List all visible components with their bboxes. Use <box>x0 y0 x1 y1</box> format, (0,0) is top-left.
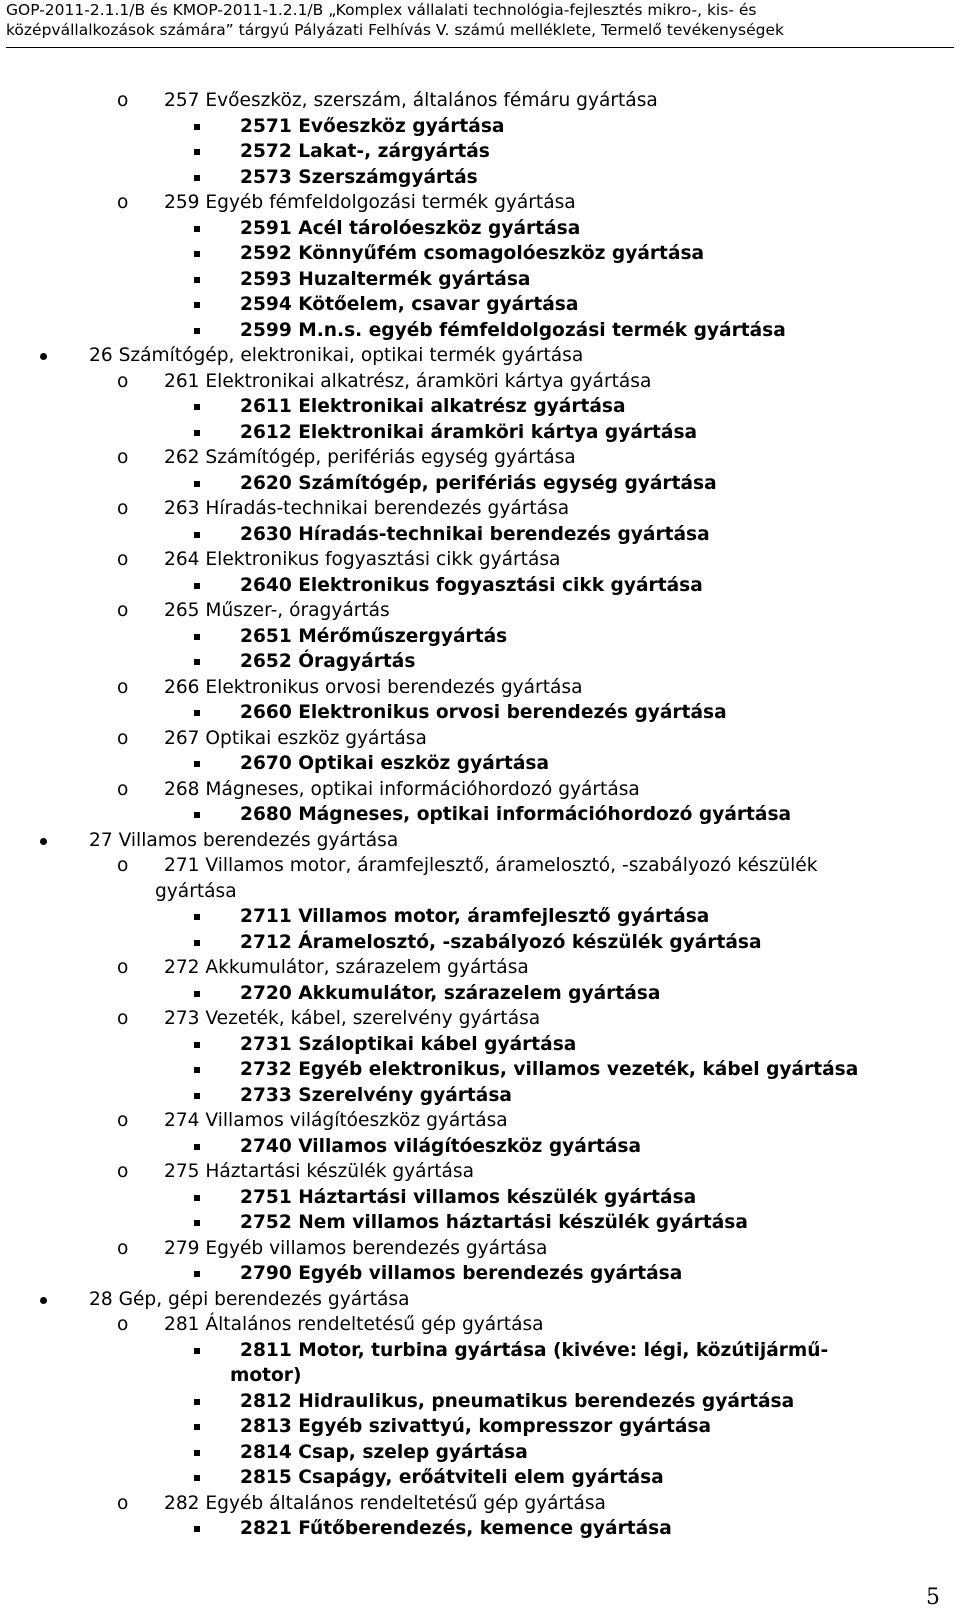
list-item-text: 282 Egyéb általános rendeltetésű gép gyártása <box>164 1492 606 1514</box>
circle-bullet-icon: o <box>117 498 129 519</box>
list-item <box>0 649 960 675</box>
list-item <box>0 1159 960 1185</box>
list-item-text: 273 Vezeték, kábel, szerelvény gyártása <box>164 1008 541 1029</box>
square-bullet-icon <box>194 328 200 334</box>
list-item-text: 266 Elektronikus orvosi berendezés gyártása <box>164 676 583 698</box>
list-item <box>0 700 960 726</box>
circle-bullet-icon: o <box>117 1314 129 1335</box>
list-item-text: 2651 Mérőműszergyártás <box>240 625 508 647</box>
list-item-text: 268 Mágneses, optikai információhordozó gyártása <box>164 778 640 800</box>
list-item-text: 2815 Csapágy, erőátviteli elem gyártása <box>240 1467 664 1488</box>
list-item <box>0 445 960 471</box>
list-item <box>0 343 960 369</box>
list-item-text: 2733 Szerelvény gyártása <box>240 1084 512 1106</box>
square-bullet-icon <box>194 1348 200 1354</box>
list-item <box>0 751 960 777</box>
square-bullet-icon <box>194 226 200 232</box>
square-bullet-icon <box>194 634 200 640</box>
list-item <box>0 1006 960 1032</box>
list-item <box>0 1032 960 1058</box>
list-item-text: 259 Egyéb fémfeldolgozási termék gyártása <box>164 192 576 213</box>
list-item-text: 2740 Villamos világítóeszköz gyártása <box>240 1135 642 1157</box>
list-item <box>0 1414 960 1440</box>
list-item-text: 2571 Evőeszköz gyártása <box>240 115 505 137</box>
list-item <box>0 190 960 216</box>
list-item <box>0 1185 960 1211</box>
list-item-text: 2599 M.n.s. egyéb fémfeldolgozási termék gyártása <box>240 319 786 341</box>
list-item <box>0 241 960 267</box>
square-bullet-icon <box>194 710 200 716</box>
square-bullet-icon <box>194 914 200 920</box>
square-bullet-icon <box>194 583 200 589</box>
list-item-text: 26 Számítógép, elektronikai, optikai termék gyártása <box>89 345 584 366</box>
list-item-continuation: gyártása <box>155 880 237 902</box>
list-item <box>0 165 960 191</box>
list-item-text: 2660 Elektronikus orvosi berendezés gyártása <box>240 702 727 723</box>
square-bullet-icon <box>194 659 200 665</box>
square-bullet-icon <box>194 302 200 308</box>
activity-list <box>0 88 960 1542</box>
circle-bullet-icon: o <box>117 549 129 570</box>
circle-bullet-icon: o <box>117 727 129 749</box>
square-bullet-icon <box>194 430 200 436</box>
list-item <box>0 904 960 930</box>
square-bullet-icon <box>194 404 200 410</box>
circle-bullet-icon: o <box>117 676 129 698</box>
square-bullet-icon <box>194 124 200 130</box>
list-item-text: 274 Villamos világítóeszköz gyártása <box>164 1110 508 1131</box>
list-item <box>0 1516 960 1542</box>
list-item <box>0 1312 960 1338</box>
list-item <box>0 1083 960 1109</box>
list-item-text: 271 Villamos motor, áramfejlesztő, áramelosztó, -szabályozó készülék <box>164 855 818 876</box>
list-item-text: 262 Számítógép, perifériás egység gyártása <box>164 447 576 468</box>
list-item <box>0 726 960 752</box>
square-bullet-icon <box>194 175 200 181</box>
list-item <box>0 1236 960 1262</box>
square-bullet-icon <box>194 1195 200 1201</box>
list-item-text: 2712 Árameloszt​ó, -szabályozó készülék gyártása <box>240 931 762 953</box>
list-item <box>0 828 960 854</box>
list-item-text: 257 Evőeszköz, szerszám, általános fémáru gyártása <box>164 90 658 111</box>
page-number: 5 <box>926 1585 940 1610</box>
list-item-text: 2652 Óragyártás <box>240 651 416 672</box>
list-item <box>0 598 960 624</box>
list-item-text: 2591 Acél tárolóeszköz gyártása <box>240 217 581 239</box>
list-item <box>0 216 960 242</box>
list-item <box>0 292 960 318</box>
circle-bullet-icon: o <box>117 370 129 392</box>
list-item-text: 2811 Motor, turbina gyártása (kivéve: légi, közútijármű- <box>240 1339 829 1361</box>
square-bullet-icon <box>194 940 200 946</box>
square-bullet-icon <box>194 1067 200 1073</box>
list-item <box>0 1057 960 1083</box>
header-line-2: középvállalkozások számára” tárgyú Pályázati Felhívás V. számú melléklete, Termelő tevékenységek <box>6 21 785 39</box>
circle-bullet-icon: o <box>117 447 129 468</box>
list-item <box>0 1440 960 1466</box>
list-item-text: 2821 Fűtőberendezés, kemence gyártása <box>240 1518 672 1539</box>
list-item <box>0 88 960 114</box>
square-bullet-icon <box>194 1042 200 1048</box>
list-item-text: 272 Akkumulátor, szárazelem gyártása <box>164 957 529 978</box>
list-item <box>0 955 960 981</box>
square-bullet-icon <box>194 1144 200 1150</box>
square-bullet-icon <box>194 812 200 818</box>
list-item-text: 2731 Száloptikai kábel gyártása <box>240 1033 577 1055</box>
list-item-text: 2620 Számítógép, perifériás egység gyártása <box>240 472 717 494</box>
list-item <box>0 1210 960 1236</box>
list-item-text: 2732 Egyéb elektronikus, villamos vezeték, kábel gyártása <box>240 1059 859 1080</box>
list-item-text: 267 Optikai eszköz gyártása <box>164 727 427 749</box>
list-item <box>0 1134 960 1160</box>
circle-bullet-icon: o <box>117 957 129 978</box>
square-bullet-icon <box>194 149 200 155</box>
list-item-text: 2680 Mágneses, optikai információhordozó gyártása <box>240 804 792 825</box>
list-item-text: 281 Általános rendeltetésű gép gyártása <box>164 1314 544 1335</box>
header-line-1: GOP-2011-2.1.1/B és KMOP-2011-1.2.1/B „Komplex vállalati technológia-fejlesztés mikro-, kis- és <box>6 1 757 19</box>
circle-bullet-icon: o <box>117 1237 129 1259</box>
square-bullet-icon <box>194 481 200 487</box>
list-item <box>0 930 960 956</box>
list-item-text: 2752 Nem villamos háztartási készülék gyártása <box>240 1212 748 1233</box>
list-item-text: 2612 Elektronikai áramköri kártya gyártása <box>240 421 698 443</box>
list-item-text: 2630 Híradás-technikai berendezés gyártása <box>240 523 710 545</box>
list-item <box>0 1338 960 1389</box>
circle-bullet-icon: o <box>117 1161 129 1182</box>
circle-bullet-icon: o <box>117 1110 129 1131</box>
list-item <box>0 675 960 701</box>
circle-bullet-icon: o <box>117 855 129 876</box>
list-item-text: 2594 Kötőelem, csavar gyártása <box>240 294 579 315</box>
list-item-text: 279 Egyéb villamos berendezés gyártása <box>164 1237 548 1259</box>
list-item <box>0 802 960 828</box>
list-item <box>0 573 960 599</box>
list-item <box>0 1389 960 1415</box>
square-bullet-icon <box>194 1450 200 1456</box>
list-item-text: 2592 Könnyűfém csomagolóeszköz gyártása <box>240 243 705 264</box>
square-bullet-icon <box>194 1093 200 1099</box>
list-item-text: 2572 Lakat-, zárgyártás <box>240 141 490 162</box>
list-item-text: 28 Gép, gépi berendezés gyártása <box>89 1288 410 1310</box>
list-item-text: 261 Elektronikai alkatrész, áramköri kártya gyártása <box>164 370 652 392</box>
bullet-icon <box>40 1297 47 1304</box>
list-item-text: 264 Elektronikus fogyasztási cikk gyártása <box>164 549 561 570</box>
list-item <box>0 394 960 420</box>
list-item <box>0 777 960 803</box>
page-header <box>6 0 954 40</box>
list-item-text: 2670 Optikai eszköz gyártása <box>240 753 549 774</box>
list-item-text: 2790 Egyéb villamos berendezés gyártása <box>240 1263 683 1284</box>
square-bullet-icon <box>194 1399 200 1405</box>
list-item <box>0 1491 960 1517</box>
list-item <box>0 981 960 1007</box>
list-item <box>0 547 960 573</box>
list-item-text: 2593 Huzaltermék gyártása <box>240 268 531 290</box>
square-bullet-icon <box>194 1220 200 1226</box>
circle-bullet-icon: o <box>117 1008 129 1029</box>
list-item-continuation: motor) <box>230 1365 302 1386</box>
list-item <box>0 267 960 293</box>
list-item <box>0 471 960 497</box>
list-item <box>0 139 960 165</box>
list-item-text: 265 Műszer-, óragyártás <box>164 600 390 621</box>
list-item <box>0 496 960 522</box>
square-bullet-icon <box>194 1475 200 1481</box>
list-item <box>0 318 960 344</box>
list-item-text: 263 Híradás-technikai berendezés gyártása <box>164 498 570 519</box>
list-item <box>0 853 960 904</box>
list-item-text: 2720 Akkumulátor, szárazelem gyártása <box>240 982 661 1004</box>
list-item-text: 2812 Hidraulikus, pneumatikus berendezés gyártása <box>240 1390 795 1412</box>
list-item <box>0 1465 960 1491</box>
list-item <box>0 522 960 548</box>
square-bullet-icon <box>194 1526 200 1532</box>
square-bullet-icon <box>194 251 200 257</box>
list-item-text: 275 Háztartási készülék gyártása <box>164 1161 474 1182</box>
list-item <box>0 1261 960 1287</box>
square-bullet-icon <box>194 1424 200 1430</box>
list-item-text: 2573 Szerszámgyártás <box>240 166 478 188</box>
square-bullet-icon <box>194 991 200 997</box>
square-bullet-icon <box>194 277 200 283</box>
list-item-text: 2640 Elektronikus fogyasztási cikk gyártása <box>240 574 703 596</box>
list-item-text: 2751 Háztartási villamos készülék gyártása <box>240 1186 697 1208</box>
list-item-text: 2813 Egyéb szivattyú, kompresszor gyártása <box>240 1416 712 1437</box>
list-item <box>0 369 960 395</box>
circle-bullet-icon: o <box>117 1492 129 1514</box>
list-item-text: 27 Villamos berendezés gyártása <box>89 829 399 851</box>
header-rule <box>6 47 954 48</box>
circle-bullet-icon: o <box>117 600 129 621</box>
list-item <box>0 420 960 446</box>
list-item-text: 2611 Elektronikai alkatrész gyártása <box>240 396 626 417</box>
circle-bullet-icon: o <box>117 778 129 800</box>
square-bullet-icon <box>194 1271 200 1277</box>
bullet-icon <box>40 353 47 360</box>
list-item <box>0 114 960 140</box>
bullet-icon <box>40 838 47 845</box>
list-item-text: 2711 Villamos motor, áramfejlesztő gyártása <box>240 906 710 927</box>
list-item-text: 2814 Csap, szelep gyártása <box>240 1441 528 1463</box>
circle-bullet-icon: o <box>117 90 129 111</box>
circle-bullet-icon: o <box>117 192 129 213</box>
list-item <box>0 624 960 650</box>
list-item <box>0 1287 960 1313</box>
square-bullet-icon <box>194 532 200 538</box>
list-item <box>0 1108 960 1134</box>
square-bullet-icon <box>194 761 200 767</box>
